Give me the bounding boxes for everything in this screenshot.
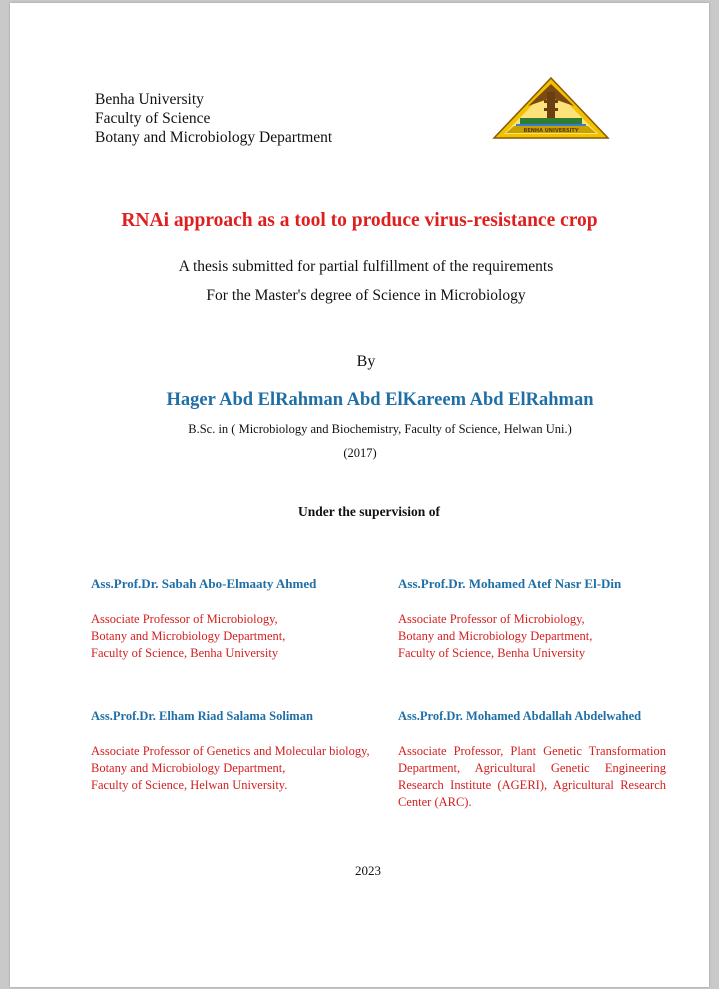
author-name: Hager Abd ElRahman Abd ElKareem Abd ElRahman bbox=[166, 390, 594, 410]
supervisor-block bbox=[398, 576, 698, 662]
by-label: By bbox=[356, 353, 376, 370]
document-page bbox=[10, 3, 709, 987]
supervisor-name: Ass.Prof.Dr. Sabah Abo-Elmaaty Ahmed bbox=[91, 576, 317, 591]
requirements-line-1: A thesis submitted for partial fulfillment of the requirements bbox=[178, 258, 554, 275]
supervisor-block bbox=[91, 576, 391, 662]
supervisor-affiliation: Associate Professor of Microbiology, Botany and Microbiology Department, Faculty of Science, Benha University bbox=[91, 612, 286, 660]
supervisor-block bbox=[91, 709, 391, 794]
supervisor-name: Ass.Prof.Dr. Mohamed Abdallah Abdelwahed bbox=[398, 709, 642, 723]
institution-header bbox=[95, 90, 332, 147]
benha-university-logo-icon bbox=[492, 76, 610, 144]
requirements-line-2: For the Master's degree of Science in Microbiology bbox=[206, 287, 526, 304]
logo-text: BENHA UNIVERSITY bbox=[523, 128, 579, 134]
supervisor-affiliation: Associate Professor of Genetics and Molecular biology, Botany and Microbiology Department, Faculty of Science, Helwan University. bbox=[91, 744, 370, 792]
supervisor-affiliation: Associate Professor, Plant Genetic Transformation Department, Agricultural Genetic Engineering Research Institute (AGERI), Agricultural Research Center (ARC). bbox=[398, 744, 666, 809]
supervisor-block bbox=[398, 709, 698, 811]
supervisor-name: Ass.Prof.Dr. Mohamed Atef Nasr El-Din bbox=[398, 576, 622, 591]
graduation-year: (2017) bbox=[343, 446, 377, 460]
department-name: Botany and Microbiology Department bbox=[95, 129, 333, 146]
supervisor-affiliation: Associate Professor of Microbiology, Botany and Microbiology Department, Faculty of Science, Benha University bbox=[398, 612, 593, 660]
supervision-heading: Under the supervision of bbox=[298, 504, 440, 519]
supervisor-name: Ass.Prof.Dr. Elham Riad Salama Soliman bbox=[91, 709, 313, 723]
university-name: Benha University bbox=[95, 91, 204, 108]
submission-year: 2023 bbox=[355, 863, 381, 878]
thesis-title: RNAi approach as a tool to produce virus-resistance crop bbox=[121, 210, 598, 231]
faculty-name: Faculty of Science bbox=[95, 110, 211, 127]
author-degree: B.Sc. in ( Microbiology and Biochemistry, Faculty of Science, Helwan Uni.) bbox=[188, 422, 572, 436]
